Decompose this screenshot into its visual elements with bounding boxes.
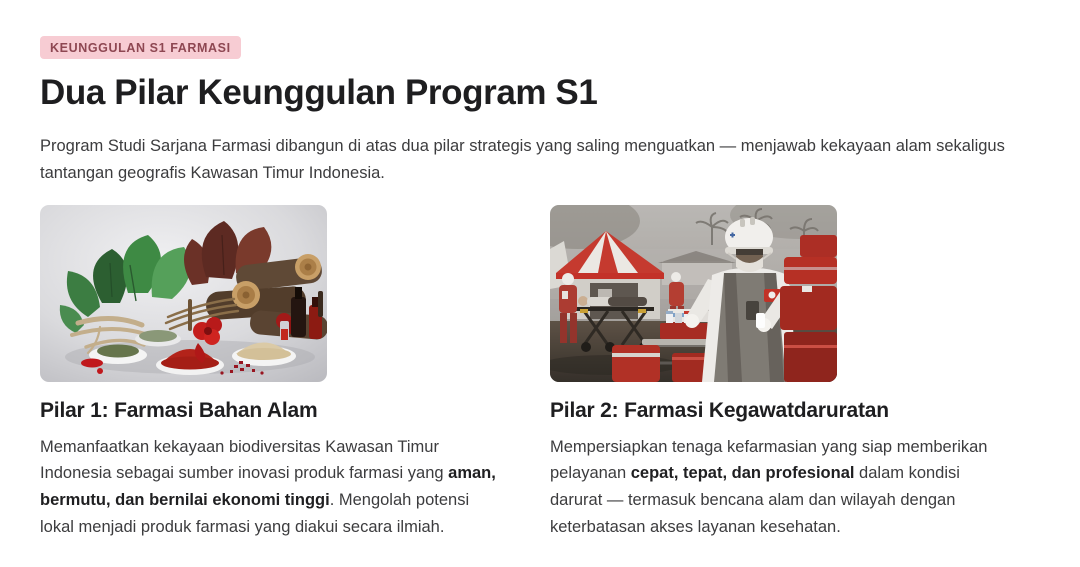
pillar-2-body-text: Mempersiapkan tenaga kefarmasian yang siap memberikan pelayanan xyxy=(550,437,988,483)
section-intro: Program Studi Sarjana Farmasi dibangun di atas dua pilar strategis yang saling menguatkan — menjawab kekayaan alam sekaligus tantangan geografis Kawasan Timur Indonesia. xyxy=(40,137,1005,182)
pillars-grid xyxy=(40,205,1015,541)
pillar-1-body-text: Memanfaatkan kekayaan biodiversitas Kawasan Timur Indonesia sebagai sumber inovasi produk farmasi yang xyxy=(40,437,449,483)
fog-overlay xyxy=(550,205,837,382)
pillar-card-natural xyxy=(40,205,500,541)
pillar-1-body xyxy=(40,434,500,541)
pillar-2-body xyxy=(550,434,1010,541)
pillar-1-body-bold: aman, bermutu, dan bernilai ekonomi tinggi xyxy=(40,464,496,510)
section-badge: KEUNGGULAN S1 FARMASI xyxy=(40,36,241,59)
pillar-2-body-text-after: dalam kondisi darurat — termasuk bencana alam dan wilayah dengan keterbatasan akses layanan kesehatan. xyxy=(550,464,960,536)
emergency-response-illustration xyxy=(550,205,837,382)
pillar-1-title: Pilar 1: Farmasi Bahan Alam xyxy=(40,398,318,422)
herbal-ingredients-illustration xyxy=(40,205,327,382)
pillar-1-body-text-after: . Mengolah potensi lokal menjadi produk farmasi yang diakui secara ilmiah. xyxy=(40,491,470,536)
herbal-ingredients-image xyxy=(40,205,327,382)
section-title: Dua Pilar Keunggulan Program S1 xyxy=(40,73,598,112)
pillar-2-title: Pilar 2: Farmasi Kegawatdaruratan xyxy=(550,398,889,422)
pillar-2-body-bold: cepat, tepat, dan profesional xyxy=(630,464,855,483)
emergency-response-image xyxy=(550,205,837,382)
pillar-card-emergency xyxy=(550,205,1010,541)
